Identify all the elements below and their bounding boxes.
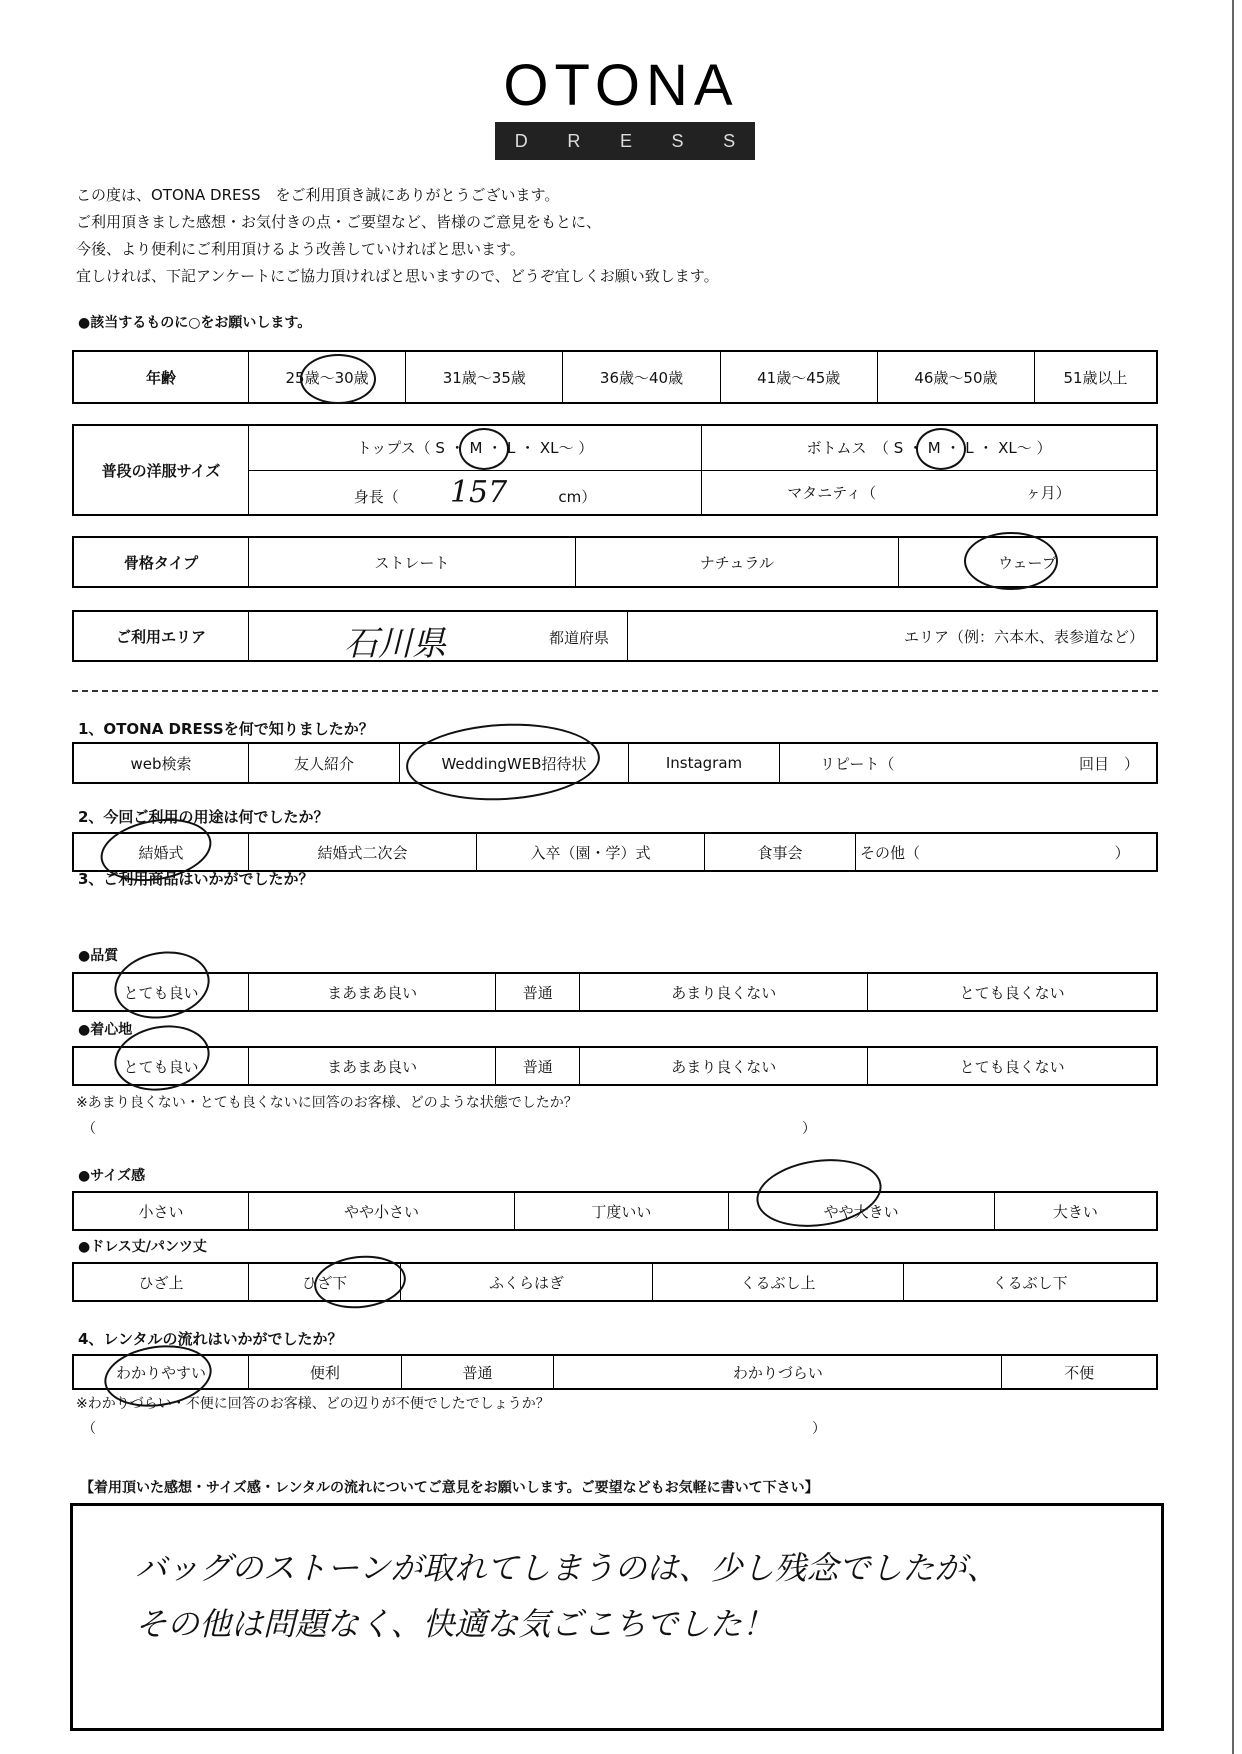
logo-letter: R: [567, 130, 581, 151]
maternity-label: マタニティ（: [787, 483, 877, 502]
page-edge-line: [1232, 0, 1234, 1754]
length-option[interactable]: ふくらはぎ: [401, 1263, 653, 1301]
height-field[interactable]: [249, 470, 702, 515]
age-option[interactable]: 31歳～35歳: [406, 351, 563, 403]
age-option[interactable]: 25歳～30歳: [249, 351, 406, 403]
q4-option[interactable]: 不便: [1002, 1355, 1157, 1389]
q1-repeat-option[interactable]: [780, 743, 1158, 783]
comfort-label: ●着心地: [78, 1022, 133, 1038]
height-value: 157: [449, 474, 508, 510]
area-hint: エリア（例：六本木、表参道など）: [903, 627, 1144, 646]
comfort-paren-close: ）: [802, 1121, 816, 1137]
age-option[interactable]: 41歳～45歳: [720, 351, 877, 403]
quality-label: ●品質: [78, 948, 119, 964]
q1-title: 1、OTONA DRESSを何で知りましたか？: [78, 720, 374, 738]
q4-option[interactable]: 普通: [401, 1355, 554, 1389]
q2-option[interactable]: 入卒（園・学）式: [477, 833, 705, 871]
fit-option[interactable]: 大きい: [994, 1192, 1157, 1230]
body-type-label: 骨格タイプ: [73, 537, 249, 587]
length-label: ●ドレス丈/パンツ丈: [78, 1239, 207, 1255]
length-table: [72, 1262, 1158, 1302]
q2-option[interactable]: 結婚式二次会: [249, 833, 477, 871]
quality-option[interactable]: 普通: [496, 973, 580, 1011]
age-label: 年齢: [73, 351, 249, 403]
area-field[interactable]: [628, 611, 1158, 661]
length-option[interactable]: くるぶし上: [652, 1263, 904, 1301]
q4-option[interactable]: わかりやすい: [73, 1355, 249, 1389]
intro-line: この度は、OTONA DRESS をご利用頂き誠にありがとうございます。: [76, 186, 560, 204]
quality-table: [72, 972, 1158, 1012]
q1-repeat-suffix: 回目 ）: [1078, 754, 1139, 773]
q2-title: 2、今回ご利用の用途は何でしたか？: [78, 808, 329, 826]
body-type-selection-circle: [964, 532, 1058, 590]
comment-line: その他は問題なく、快適な気ごこちでした！: [135, 1605, 775, 1643]
q4-table: [72, 1354, 1158, 1390]
q2-option[interactable]: 結婚式: [73, 833, 249, 871]
size-label: 普段の洋服サイズ: [73, 425, 249, 515]
q1-repeat-label: リピート（: [820, 754, 895, 773]
maternity-field[interactable]: [702, 470, 1158, 515]
tops-selection-circle: [459, 428, 509, 470]
intro-line: 今後、より便利にご利用頂けるよう改善していければと思います。: [76, 240, 525, 258]
age-table: [72, 350, 1158, 404]
age-selection-circle: [300, 354, 376, 404]
q4-title: 4、レンタルの流れはいかがでしたか？: [78, 1330, 343, 1348]
body-type-option[interactable]: ストレート: [249, 537, 576, 587]
intro-line: 宜しければ、下記アンケートにご協力頂ければと思いますので、どうぞ宜しくお願い致します。: [76, 267, 719, 285]
comfort-note: ※あまり良くない・とても良くないに回答のお客様、どのような状態でしたか？: [76, 1095, 578, 1111]
logo-letter: D: [514, 130, 528, 151]
body-type-option[interactable]: ナチュラル: [575, 537, 898, 587]
q2-option[interactable]: 食事会: [705, 833, 856, 871]
fit-label: ●サイズ感: [78, 1168, 146, 1184]
bottoms-selection-circle: [916, 428, 966, 470]
prefecture-value: 石川県: [344, 624, 446, 664]
q1-option[interactable]: 友人紹介: [249, 743, 400, 783]
q3-title: 3、ご利用商品はいかがでしたか？: [78, 870, 314, 888]
instruction: ●該当するものに○をお願いします。: [78, 315, 312, 331]
size-table: [72, 424, 1158, 516]
prefecture-field[interactable]: [249, 611, 628, 664]
comfort-table: [72, 1046, 1158, 1086]
age-option[interactable]: 51歳以上: [1035, 351, 1157, 403]
logo-letter: S: [671, 130, 684, 151]
length-option[interactable]: ひざ上: [73, 1263, 249, 1301]
comfort-option[interactable]: 普通: [496, 1047, 580, 1085]
comment-title: 【着用頂いた感想・サイズ感・レンタルの流れについてご意見をお願いします。ご要望などもお気軽に書いて下さい】: [80, 1480, 819, 1496]
length-selection-circle: [312, 1251, 409, 1312]
comfort-paren-open: （: [82, 1121, 96, 1137]
intro-line: ご利用頂きました感想・お気付きの点・ご要望など、皆様のご意見をもとに、: [76, 213, 602, 231]
q4-paren-open: （: [82, 1421, 96, 1437]
fit-option[interactable]: やや大きい: [728, 1192, 994, 1230]
fit-option[interactable]: やや小さい: [249, 1192, 515, 1230]
q4-option[interactable]: 便利: [249, 1355, 402, 1389]
logo-letter: E: [619, 130, 632, 151]
q2-other-option[interactable]: [856, 833, 1158, 871]
maternity-unit: ヶ月）: [1025, 483, 1071, 502]
q2-other-close: ）: [1114, 843, 1130, 862]
comfort-option[interactable]: あまり良くない: [580, 1047, 868, 1085]
q1-selection-circle: [404, 719, 602, 805]
section-divider: [72, 690, 1158, 692]
quality-option[interactable]: とても良くない: [868, 973, 1157, 1011]
q4-paren-close: ）: [812, 1421, 826, 1437]
quality-option[interactable]: とても良い: [73, 973, 249, 1011]
prefecture-label: 都道府県: [548, 629, 609, 647]
q1-table: [72, 742, 1158, 784]
comfort-option[interactable]: とても良くない: [868, 1047, 1157, 1085]
height-label: 身長（: [353, 487, 399, 506]
age-option[interactable]: 36歳～40歳: [563, 351, 720, 403]
height-unit: cm）: [558, 487, 597, 506]
q1-option[interactable]: Instagram: [629, 743, 780, 783]
q4-note: ※わかりづらい・不便に回答のお客様、どの辺りが不便でしたでしょうか？: [76, 1396, 550, 1412]
quality-option[interactable]: あまり良くない: [580, 973, 868, 1011]
comfort-option[interactable]: とても良い: [73, 1047, 249, 1085]
fit-option[interactable]: 丁度いい: [515, 1192, 729, 1230]
tops-size-option[interactable]: トップス（ S ・ M ・ L ・ XL～ ）: [249, 425, 702, 470]
length-option[interactable]: くるぶし下: [904, 1263, 1157, 1301]
age-option[interactable]: 46歳～50歳: [877, 351, 1034, 403]
area-table: [72, 610, 1158, 662]
body-type-option[interactable]: ウェーブ: [898, 537, 1157, 587]
quality-selection-circle: [109, 944, 215, 1026]
comment-line: バッグのストーンが取れてしまうのは、少し残念でしたが、: [135, 1549, 999, 1587]
quality-option[interactable]: まあまあ良い: [249, 973, 496, 1011]
fit-table: [72, 1191, 1158, 1231]
q1-option[interactable]: web検索: [73, 743, 249, 783]
q2-table: [72, 832, 1158, 872]
bottoms-size-option[interactable]: ボトムス （ S ・ M ・ L ・ XL～ ）: [702, 425, 1158, 470]
comfort-option[interactable]: まあまあ良い: [249, 1047, 496, 1085]
fit-option[interactable]: 小さい: [73, 1192, 249, 1230]
length-option[interactable]: ひざ下: [249, 1263, 401, 1301]
q1-option[interactable]: WeddingWEB招待状: [400, 743, 629, 783]
q2-other-label: その他（: [860, 843, 921, 862]
logo-letter: S: [723, 130, 736, 151]
q4-option[interactable]: わかりづらい: [554, 1355, 1002, 1389]
comment-text: [135, 1540, 998, 1652]
intro-text: [76, 182, 719, 290]
logo-otona: OTONA: [503, 53, 739, 118]
logo-dress-bar: [495, 122, 755, 160]
area-label: ご利用エリア: [73, 611, 249, 661]
